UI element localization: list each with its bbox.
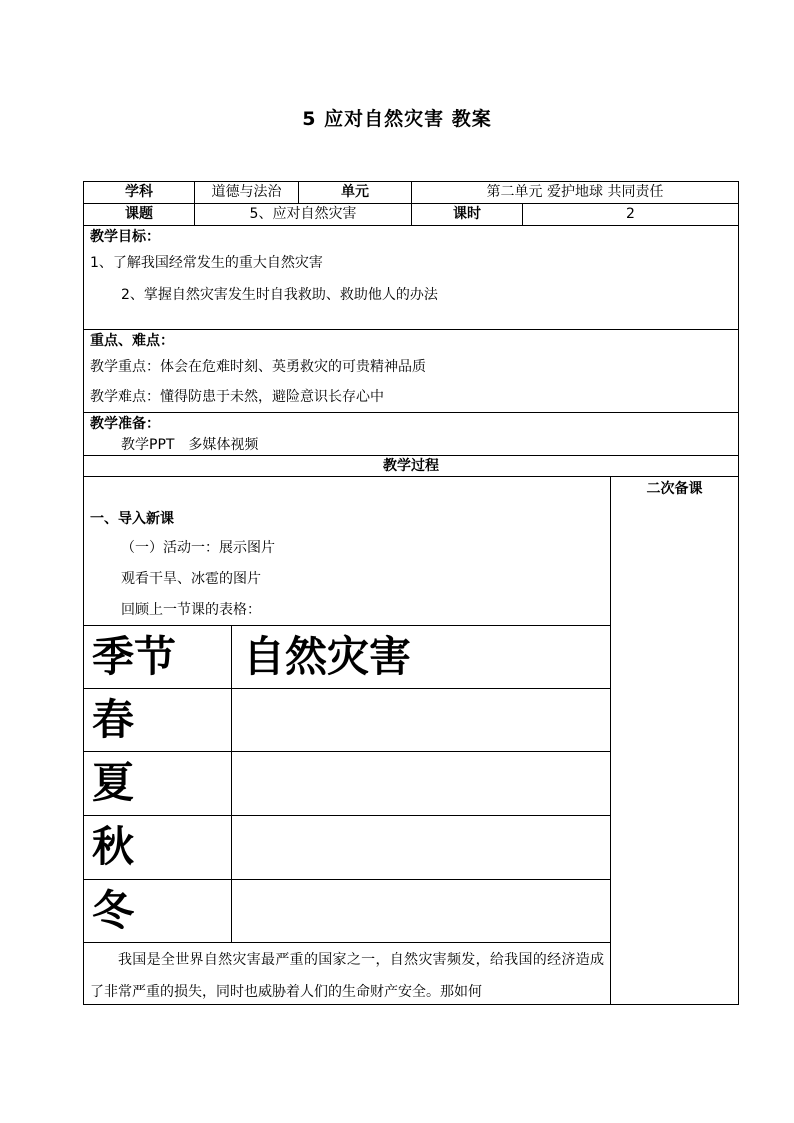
objectives-heading: 教学目标： xyxy=(90,229,160,245)
disaster-header: 自然灾害 xyxy=(243,632,412,681)
period-label: 课时 xyxy=(453,206,481,222)
preparation-heading: 教学准备： xyxy=(90,416,160,432)
preparation-content: 教学PPT 多媒体视频 xyxy=(121,437,259,453)
season-spring: 春 xyxy=(92,695,135,744)
process-line-1: 观看干旱、冰雹的图片 xyxy=(121,571,261,587)
intro-paragraph: 我国是全世界自然灾害最严重的国家之一，自然灾害频发，给我国的经济造成了非常严重的损失，同时也威胁着人们的生命财产安全。那如何 xyxy=(90,952,604,1000)
process-heading: 教学过程 xyxy=(383,458,439,474)
teaching-focus: 教学重点：体会在危难时刻、英勇救灾的可贵精神品质 xyxy=(90,359,426,375)
process-line-2: 回顾上一节课的表格： xyxy=(121,602,261,618)
key-points-heading: 重点、难点： xyxy=(90,333,174,349)
season-header: 季节 xyxy=(92,632,177,681)
teaching-difficulty: 教学难点：懂得防患于未然，避险意识长存心中 xyxy=(90,389,384,405)
subject-value: 道德与法治 xyxy=(211,184,282,200)
topic-value: 5、应对自然灾害 xyxy=(249,206,357,222)
unit-label: 单元 xyxy=(341,184,369,200)
unit-value: 第二单元 爱护地球 共同责任 xyxy=(486,184,664,200)
second-prep-heading: 二次备课 xyxy=(646,481,703,497)
season-autumn: 秋 xyxy=(92,822,135,871)
activity-one: （一）活动一：展示图片 xyxy=(121,540,275,556)
document-title: 5 应对自然灾害 教案 xyxy=(302,108,492,130)
section-intro-heading: 一、导入新课 xyxy=(90,511,174,527)
period-value: 2 xyxy=(626,206,635,222)
objective-item-2: 2、掌握自然灾害发生时自我救助、救助他人的办法 xyxy=(121,287,438,303)
season-winter: 冬 xyxy=(92,886,135,935)
season-summer: 夏 xyxy=(92,758,135,807)
subject-label: 学科 xyxy=(125,184,153,200)
objective-item-1: 1、了解我国经常发生的重大自然灾害 xyxy=(90,255,323,271)
topic-label: 课题 xyxy=(125,206,153,222)
